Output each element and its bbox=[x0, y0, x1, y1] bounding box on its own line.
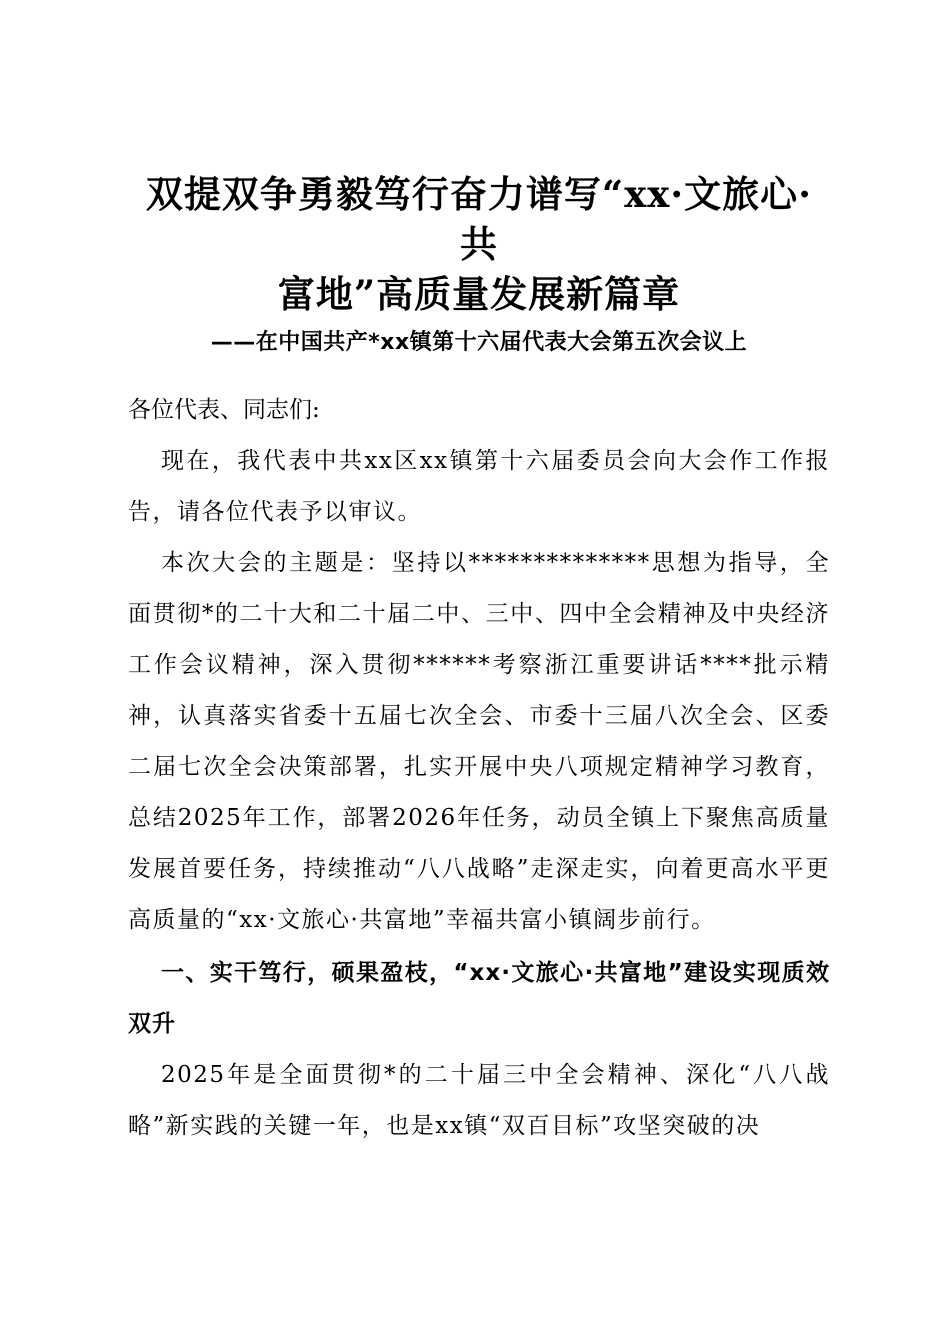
paragraph-conference-theme: 本次大会的主题是：坚持以**************思想为指导，全面贯彻*的二十大和二十届二中、三中、四中全会精神及中央经济工作会议精神，深入贯彻******考察浙江重要讲话****批示精神，认真落实省委十五届七次全会、市委十三届八次全会、区委二届七次全会决策部署，扎实开展中央八项规定精神学习教育，总结2025年工作，部署2026年任务，动员全镇上下聚焦高质量发展首要任务，持续推动“八八战略”走深走实，向着更高水平更高质量的“xx·文旅心·共富地”幸福共富小镇阔步前行。 bbox=[128, 550, 830, 933]
section-heading-1: 一、实干笃行，硕果盈枝，“xx·文旅心·共富地”建设实现质效双升 bbox=[128, 960, 830, 1037]
title-line-2: 富地”高质量发展新篇章 bbox=[277, 272, 681, 316]
paragraph-report-intro: 现在，我代表中共xx区xx镇第十六届委员会向大会作工作报告，请各位代表予以审议。 bbox=[128, 448, 830, 525]
document-body bbox=[128, 165, 830, 1152]
document-subtitle: ——在中国共产*xx镇第十六届代表大会第五次会议上 bbox=[210, 330, 748, 355]
title-line-1: 双提双争勇毅笃行奋力谱写“xx·文旅心·共 bbox=[145, 172, 813, 266]
document-title bbox=[128, 165, 830, 319]
paragraph-section-1: 2025年是全面贯彻*的二十届三中全会精神、深化“八八战略”新实践的关键一年，也是xx镇“双百目标”攻坚突破的决 bbox=[128, 1062, 830, 1139]
salutation: 各位代表、同志们: bbox=[128, 397, 320, 423]
